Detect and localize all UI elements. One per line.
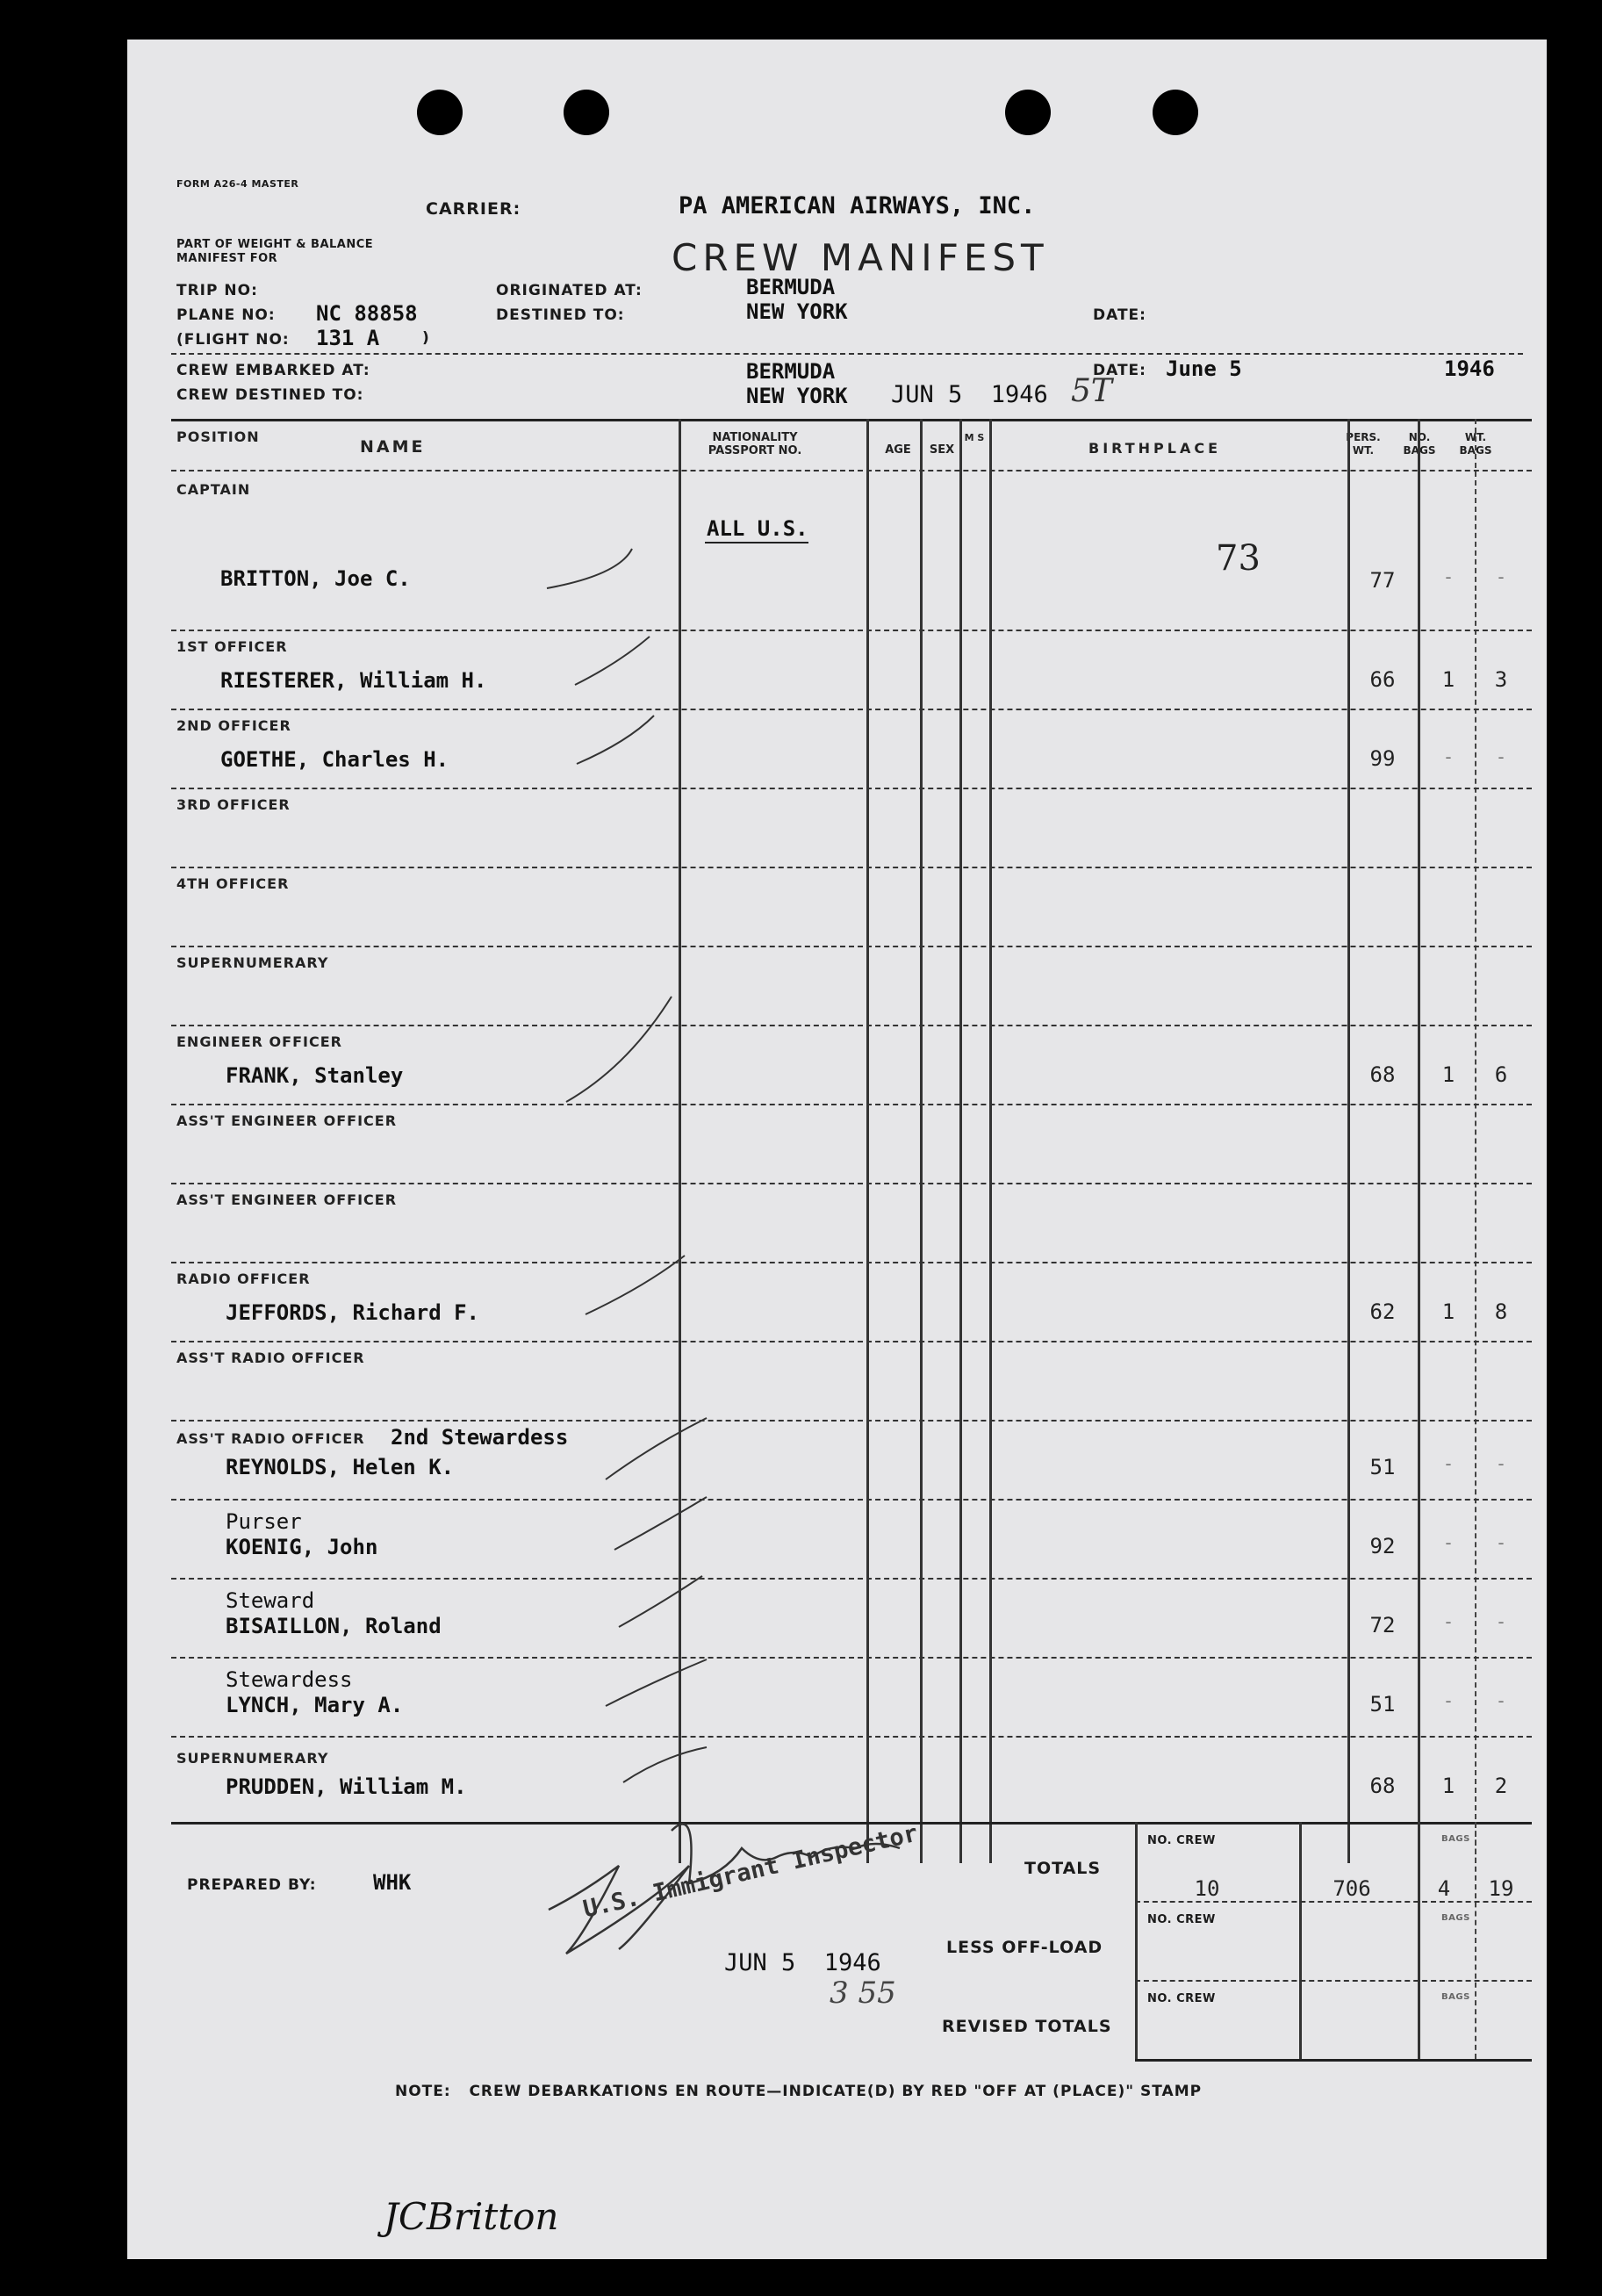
row-name: LYNCH, Mary A. [226,1693,404,1717]
wt-bags: - [1498,1532,1505,1553]
pers-wt: 51 [1369,1692,1396,1717]
row-position: ASS'T RADIO OFFICER [176,1350,365,1366]
row-name: RIESTERER, William H. [220,668,487,693]
total-weight: 706 [1333,1876,1371,1901]
no-bags: 1 [1441,667,1455,692]
col-rule [920,419,923,1863]
row-position: CAPTAIN [176,481,251,498]
prepared-by-value: WHK [373,1870,412,1895]
row-rule [171,1420,1532,1422]
wt-bags: - [1498,1453,1505,1474]
bags-label: BAGS [1441,1992,1470,2002]
col-birthplace: BIRTHPLACE [1088,440,1222,457]
col-name: NAME [360,437,426,457]
trip-no-label: TRIP NO: [176,282,258,299]
row-role: Purser [226,1509,302,1534]
entry-stamp-date: JUN 5 1946 [891,381,1048,408]
carrier-label: CARRIER: [426,199,521,219]
manifest-sheet [127,40,1547,2259]
wt-bags: 2 [1494,1774,1508,1798]
form-code: FORM A26-4 MASTER [176,178,299,190]
no-bags: 1 [1441,1062,1455,1087]
col-position: POSITION [176,428,260,445]
totals-row-rule [1135,1980,1532,1982]
col-rule [959,419,962,1863]
date-label: DATE: [1093,306,1146,324]
col-ms: M S [964,432,985,443]
totals-label: TOTALS [1024,1859,1102,1878]
plane-no-value: NC 88858 [316,301,418,326]
crew-embarked-value: BERMUDA [746,359,836,384]
pers-wt: 66 [1369,667,1396,692]
row-position: SUPERNUMERARY [176,1750,329,1767]
wt-bags: - [1498,566,1505,587]
no-bags: 1 [1441,1774,1455,1798]
row-name: JEFFORDS, Richard F. [226,1300,479,1325]
wt-bags: - [1498,1690,1505,1711]
captain-signature: JCBritton [384,2195,559,2238]
note: NOTE: CREW DEBARKATIONS EN ROUTE—INDICATE(D) BY RED "OFF AT (PLACE)" STAMP [395,2083,1203,2100]
flight-close: ) [422,329,430,347]
nationality-underline [705,542,808,543]
col-no-bags: NO. BAGS [1403,431,1436,457]
row-position: ASS'T RADIO OFFICER [176,1430,365,1447]
punch-hole [417,90,463,135]
total-crew: 10 [1194,1876,1220,1901]
row-rule [171,1578,1532,1580]
divider [171,353,1523,355]
col-pers-wt: PERS. WT. [1346,431,1381,457]
birthplace-note: 73 [1216,538,1261,579]
no-bags: - [1445,1690,1452,1711]
row-position: 2ND OFFICER [176,717,291,734]
table-bottom-rule [171,1822,1532,1825]
row-name: REYNOLDS, Helen K. [226,1455,455,1479]
no-bags: - [1445,1532,1452,1553]
pers-wt: 51 [1369,1455,1396,1479]
hand-time: 3 55 [830,1976,896,2011]
row-name: BISAILLON, Roland [226,1614,442,1638]
hand-mark: 5T [1071,373,1112,409]
totals-rule [1475,1822,1476,2059]
bags-label: BAGS [1441,1913,1470,1923]
bags-label: BAGS [1441,1834,1470,1844]
pers-wt: 92 [1369,1534,1396,1558]
row-rule [171,788,1532,789]
col-rule [989,419,992,1863]
row-position: 4TH OFFICER [176,875,290,892]
wt-bags: 6 [1494,1062,1508,1087]
no-crew-label: NO. CREW [1147,1834,1216,1847]
table-top-rule [171,419,1532,421]
destined-label: DESTINED TO: [496,306,625,324]
nationality-all: ALL U.S. [707,516,808,541]
col-rule [1475,419,1476,1863]
punch-hole [1153,90,1198,135]
row-rule [171,1499,1532,1501]
row-name: GOETHE, Charles H. [220,747,449,772]
totals-bottom-rule [1135,2059,1532,2062]
totals-row-rule [1135,1901,1532,1903]
pers-wt: 68 [1369,1774,1396,1798]
row-position: ASS'T ENGINEER OFFICER [176,1112,398,1129]
row-rule [171,1104,1532,1105]
year-value: 1946 [1444,356,1495,381]
destined-value: NEW YORK [746,299,848,324]
plane-no-label: PLANE NO: [176,306,276,324]
wt-bags: 3 [1494,667,1508,692]
col-rule [1418,419,1420,1863]
pers-wt: 99 [1369,746,1396,771]
row-role: 2nd Stewardess [391,1425,569,1450]
no-bags: - [1445,566,1452,587]
crew-destined-label: CREW DESTINED TO: [176,386,364,404]
originated-label: ORIGINATED AT: [496,282,643,299]
col-rule [1347,419,1350,1863]
pers-wt: 77 [1369,568,1396,593]
row-rule [171,1025,1532,1026]
no-bags: - [1445,1453,1452,1474]
row-role: Steward [226,1588,315,1613]
pers-wt: 62 [1369,1299,1396,1324]
less-offload-label: LESS OFF-LOAD [946,1938,1103,1957]
col-age: AGE [885,443,911,457]
col-rule [866,419,869,1863]
row-position: SUPERNUMERARY [176,954,329,971]
total-bag-wt: 19 [1488,1876,1514,1901]
no-crew-label: NO. CREW [1147,1992,1216,2005]
prepared-by-label: PREPARED BY: [187,1876,317,1894]
row-rule [171,1183,1532,1184]
wt-bags: - [1498,1611,1505,1632]
date2-value: June 5 [1166,356,1242,381]
inspector-stamp-date: JUN 5 1946 [724,1949,881,1976]
row-rule [171,1341,1532,1342]
originated-value: BERMUDA [746,275,836,299]
no-bags: - [1445,746,1452,767]
header-rule [171,470,1532,471]
row-position: ASS'T ENGINEER OFFICER [176,1191,398,1208]
row-rule [171,1262,1532,1263]
col-nationality: NATIONALITY PASSPORT NO. [708,431,802,457]
col-sex: SEX [929,443,955,457]
row-rule [171,709,1532,710]
row-name: BRITTON, Joe C. [220,566,411,591]
row-name: FRANK, Stanley [226,1063,404,1088]
crew-embarked-label: CREW EMBARKED AT: [176,362,370,379]
no-crew-label: NO. CREW [1147,1913,1216,1926]
row-rule [171,946,1532,947]
row-position: 1ST OFFICER [176,638,288,655]
punch-hole [1005,90,1051,135]
row-role: Stewardess [226,1667,353,1692]
date2-label: DATE: [1093,362,1146,379]
no-bags: 1 [1441,1299,1455,1324]
punch-hole [564,90,609,135]
row-position: RADIO OFFICER [176,1270,311,1287]
flight-no-value: 131 A [316,326,380,350]
row-rule [171,1736,1532,1738]
totals-rule [1135,1822,1138,2059]
row-rule [171,867,1532,868]
crew-destined-value: NEW YORK [746,384,848,408]
pers-wt: 72 [1369,1613,1396,1637]
page-title: CREW MANIFEST [672,236,1049,279]
pers-wt: 68 [1369,1062,1396,1087]
row-position: ENGINEER OFFICER [176,1033,342,1050]
col-rule [679,419,681,1863]
col-wt-bags: WT. BAGS [1459,431,1492,457]
carrier-value: PA AMERICAN AIRWAYS, INC. [679,192,1036,220]
part-of-label: PART OF WEIGHT & BALANCE MANIFEST FOR [176,238,374,265]
row-name: PRUDDEN, William M. [226,1774,467,1799]
totals-rule [1418,1822,1420,2059]
row-rule [171,630,1532,631]
flight-no-label: (FLIGHT NO: [176,331,290,349]
no-bags: - [1445,1611,1452,1632]
row-position: 3RD OFFICER [176,796,291,813]
row-name: KOENIG, John [226,1535,378,1559]
wt-bags: - [1498,746,1505,767]
wt-bags: 8 [1494,1299,1508,1324]
revised-totals-label: REVISED TOTALS [942,2017,1112,2036]
row-rule [171,1657,1532,1659]
total-bags: 4 [1437,1876,1451,1901]
totals-rule [1299,1822,1302,2059]
inspector-stamp: U.S. Immigrant Inspector [580,1819,921,1924]
